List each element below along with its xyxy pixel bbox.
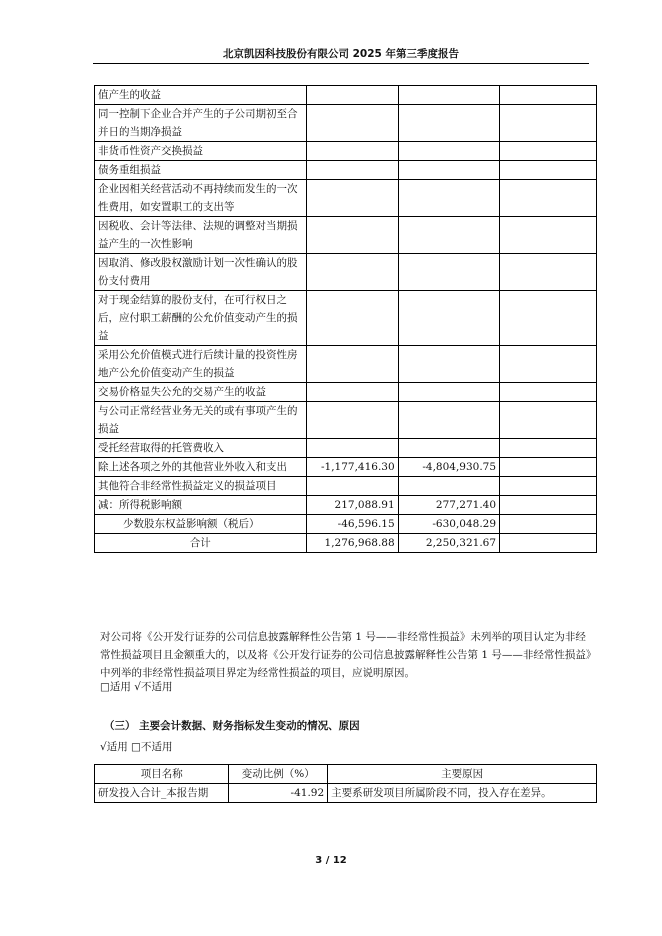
note-cell — [500, 142, 597, 161]
row-label: 值产生的收益 — [95, 86, 307, 105]
table-row — [95, 784, 597, 803]
row-label: 交易价格显失公允的交易产生的收益 — [95, 383, 307, 402]
year-to-date-amount — [398, 477, 499, 496]
change-ratio: -41.92 — [229, 784, 328, 803]
note-cell — [500, 346, 597, 383]
table-row — [95, 402, 597, 439]
note-cell — [500, 496, 597, 515]
row-label: 受托经营取得的托管费收入 — [95, 439, 307, 458]
row-label: 与公司正常经营业务无关的或有事项产生的损益 — [95, 402, 307, 439]
table-row — [95, 105, 597, 142]
year-to-date-amount — [398, 254, 499, 291]
row-label: 企业因相关经营活动不再持续而发生的一次性费用，如安置职工的支出等 — [95, 180, 307, 217]
note-cell — [500, 402, 597, 439]
applicability-note-2: √适用 □不适用 — [100, 741, 173, 753]
current-period-amount: -1,177,416.30 — [306, 458, 398, 477]
current-period-amount — [306, 402, 398, 439]
current-period-amount — [306, 383, 398, 402]
main-reason: 主要系研发项目所属阶段不同，投入存在差异。 — [328, 784, 597, 803]
current-period-amount — [306, 105, 398, 142]
current-period-amount: 217,088.91 — [306, 496, 398, 515]
year-to-date-amount — [398, 402, 499, 439]
page-number: 3 / 12 — [315, 855, 347, 866]
section-title: （三） 主要会计数据、财务指标发生变动的情况、原因 — [104, 720, 360, 732]
current-period-amount — [306, 346, 398, 383]
current-period-amount: 1,276,968.88 — [306, 534, 398, 553]
header-change-ratio: 变动比例（%） — [229, 765, 328, 784]
note-cell — [500, 383, 597, 402]
non-recurring-items-table — [94, 85, 597, 553]
current-period-amount — [306, 254, 398, 291]
note-cell — [500, 105, 597, 142]
note-cell — [500, 515, 597, 534]
year-to-date-amount: 277,271.40 — [398, 496, 499, 515]
year-to-date-amount — [398, 142, 499, 161]
table-row — [95, 496, 597, 515]
table-row — [95, 86, 597, 105]
table-row — [95, 217, 597, 254]
row-label: 其他符合非经常性损益定义的损益项目 — [95, 477, 307, 496]
current-period-amount — [306, 291, 398, 346]
table-row — [95, 180, 597, 217]
applicability-note-1: □适用 √不适用 — [100, 681, 173, 693]
current-period-amount — [306, 161, 398, 180]
table-row — [95, 477, 597, 496]
table-row — [95, 515, 597, 534]
year-to-date-amount: -630,048.29 — [398, 515, 499, 534]
row-label: 少数股东权益影响额（税后） — [95, 515, 307, 534]
page-header: 北京凯因科技股份有限公司 2025 年第三季度报告 — [93, 47, 589, 64]
note-cell — [500, 180, 597, 217]
header-item-name: 项目名称 — [95, 765, 229, 784]
explanation-paragraph: 对公司将《公开发行证券的公司信息披露解释性公告第 1 号——非经常性损益》未列举的项目认定为非经常性损益项目且金额重大的，以及将《公开发行证券的公司信息披露解释性公告第 1 号——非经常性损益》中列举的非经常性损益项目界定为经常性损益的项目，应说明原因。 — [100, 631, 592, 679]
year-to-date-amount — [398, 105, 499, 142]
table-row — [95, 254, 597, 291]
header-main-reason: 主要原因 — [328, 765, 597, 784]
note-cell — [500, 291, 597, 346]
table-row — [95, 439, 597, 458]
year-to-date-amount — [398, 161, 499, 180]
note-cell — [500, 458, 597, 477]
year-to-date-amount — [398, 86, 499, 105]
row-label: 非货币性资产交换损益 — [95, 142, 307, 161]
row-label: 对于现金结算的股份支付，在可行权日之后，应付职工薪酬的公允价值变动产生的损益 — [95, 291, 307, 346]
row-label: 采用公允价值模式进行后续计量的投资性房地产公允价值变动产生的损益 — [95, 346, 307, 383]
table-row — [95, 458, 597, 477]
table-row — [95, 346, 597, 383]
table-row — [95, 534, 597, 553]
row-label: 因取消、修改股权激励计划一次性确认的股份支付费用 — [95, 254, 307, 291]
note-cell — [500, 477, 597, 496]
table-row — [95, 383, 597, 402]
current-period-amount — [306, 180, 398, 217]
year-to-date-amount — [398, 346, 499, 383]
current-period-amount — [306, 86, 398, 105]
year-to-date-amount — [398, 383, 499, 402]
item-name: 研发投入合计_本报告期 — [95, 784, 229, 803]
year-to-date-amount — [398, 439, 499, 458]
changes-table — [94, 764, 597, 803]
note-cell — [500, 217, 597, 254]
note-cell — [500, 86, 597, 105]
year-to-date-amount: 2,250,321.67 — [398, 534, 499, 553]
note-cell — [500, 254, 597, 291]
row-label: 合计 — [95, 534, 307, 553]
current-period-amount — [306, 439, 398, 458]
row-label: 除上述各项之外的其他营业外收入和支出 — [95, 458, 307, 477]
row-label: 减：所得税影响额 — [95, 496, 307, 515]
current-period-amount — [306, 217, 398, 254]
row-label: 债务重组损益 — [95, 161, 307, 180]
year-to-date-amount — [398, 217, 499, 254]
current-period-amount: -46,596.15 — [306, 515, 398, 534]
row-label: 同一控制下企业合并产生的子公司期初至合并日的当期净损益 — [95, 105, 307, 142]
note-cell — [500, 534, 597, 553]
table-header-row — [95, 765, 597, 784]
current-period-amount — [306, 142, 398, 161]
table-row — [95, 142, 597, 161]
year-to-date-amount — [398, 180, 499, 217]
table-row — [95, 291, 597, 346]
table-row — [95, 161, 597, 180]
note-cell — [500, 161, 597, 180]
current-period-amount — [306, 477, 398, 496]
year-to-date-amount — [398, 291, 499, 346]
year-to-date-amount: -4,804,930.75 — [398, 458, 499, 477]
row-label: 因税收、会计等法律、法规的调整对当期损益产生的一次性影响 — [95, 217, 307, 254]
note-cell — [500, 439, 597, 458]
